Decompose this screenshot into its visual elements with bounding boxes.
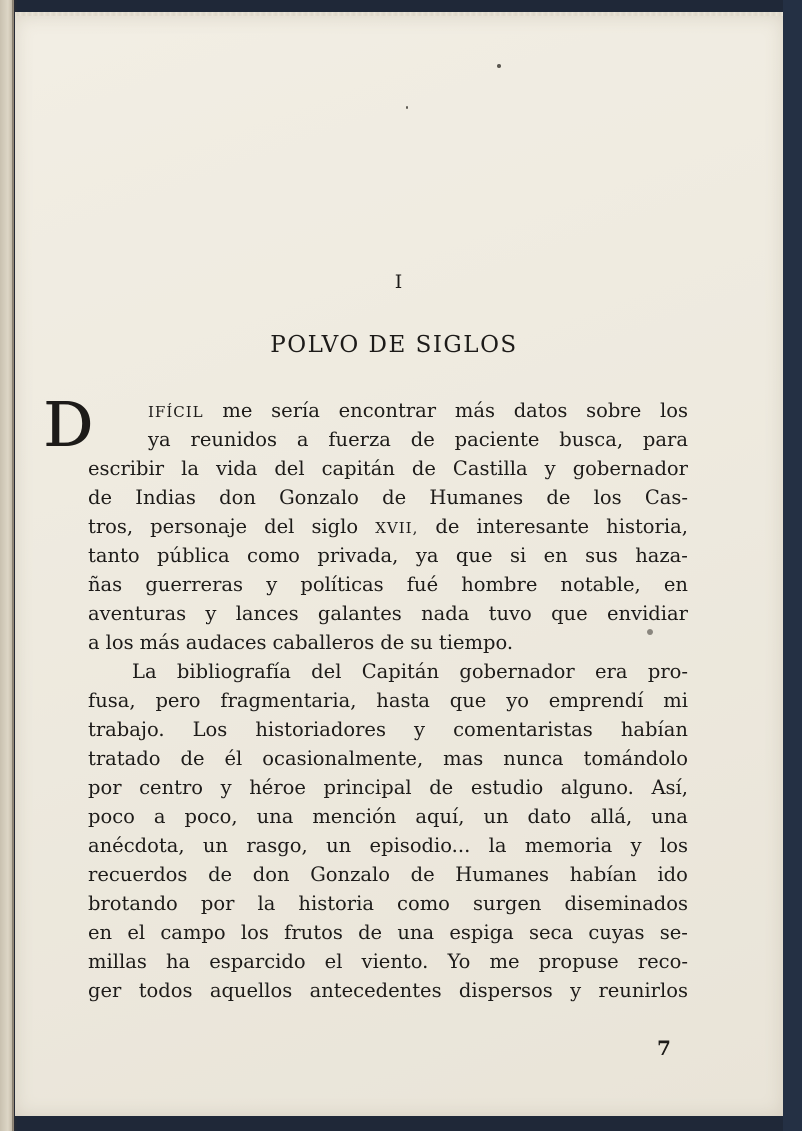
word: diseminados — [564, 892, 688, 915]
word: y — [205, 602, 217, 625]
word: los — [240, 921, 269, 944]
word: don — [219, 486, 256, 509]
word: habían — [569, 863, 637, 886]
word: Cas- — [644, 486, 688, 509]
word: un — [202, 834, 228, 857]
word: como — [397, 892, 450, 915]
text-line — [88, 628, 688, 657]
word: sería — [271, 399, 320, 422]
word: una — [397, 921, 435, 944]
word: fué — [406, 573, 439, 596]
word: de — [380, 631, 405, 654]
word: reunidos — [190, 428, 277, 451]
page-number: 7 — [657, 1036, 671, 1060]
word: de — [180, 747, 205, 770]
text-line — [88, 570, 688, 599]
word: anécdota, — [88, 834, 185, 857]
word: en — [88, 921, 113, 944]
word: fragmentaria, — [220, 689, 357, 712]
word: audaces — [185, 631, 267, 654]
chapter-title: POLVO DE SIGLOS — [270, 332, 518, 358]
word: principal — [323, 776, 412, 799]
word: pero — [155, 689, 201, 712]
word: tomándolo — [583, 747, 688, 770]
word: campo — [160, 921, 226, 944]
word: aquí, — [415, 805, 465, 828]
word: nunca — [503, 747, 564, 770]
word: alguno. — [560, 776, 634, 799]
word: mas — [443, 747, 484, 770]
word: tuvo — [488, 602, 532, 625]
word: y — [266, 573, 278, 596]
word: gobernador — [572, 457, 688, 480]
word: una — [256, 805, 294, 828]
word: ya — [415, 544, 439, 567]
word: para — [642, 428, 688, 451]
text-line — [88, 483, 688, 512]
word: y — [630, 834, 642, 857]
word: y — [544, 457, 556, 480]
word: todos — [138, 979, 193, 1002]
word: Gonzalo — [310, 863, 390, 886]
word: de — [435, 515, 460, 538]
word: fusa, — [88, 689, 136, 712]
word: mención — [312, 805, 397, 828]
text-line — [88, 831, 688, 860]
word: la — [488, 834, 507, 857]
word: un — [483, 805, 509, 828]
word: reco- — [637, 950, 688, 973]
word: me — [222, 399, 253, 422]
word: esparcido — [209, 950, 306, 973]
word: el — [127, 921, 146, 944]
word: de — [546, 486, 571, 509]
text-line — [88, 744, 688, 773]
word: una — [651, 805, 688, 828]
word: fuerza — [328, 428, 391, 451]
word: Humanes — [455, 863, 550, 886]
word: el — [324, 950, 343, 973]
word: y — [414, 718, 426, 741]
word: interesante — [476, 515, 590, 538]
word: pro- — [647, 660, 688, 683]
word: cuyas — [588, 921, 645, 944]
word: guerreras — [145, 573, 244, 596]
word: viento. — [361, 950, 429, 973]
text-line — [88, 918, 688, 947]
text-line — [88, 947, 688, 976]
body-text — [88, 396, 688, 1005]
word: ido — [657, 863, 688, 886]
word: Gonzalo — [279, 486, 359, 509]
word: centro — [139, 776, 204, 799]
word: galantes — [317, 602, 402, 625]
word: hombre — [461, 573, 538, 596]
drop-cap: D — [43, 388, 93, 461]
word: tiempo. — [438, 631, 514, 654]
word: del — [311, 660, 342, 683]
text-line — [88, 715, 688, 744]
word: poco — [88, 805, 135, 828]
word: ger — [88, 979, 122, 1002]
word: ñas — [88, 573, 123, 596]
word: los — [593, 486, 622, 509]
text-line — [88, 599, 688, 628]
word: brotando — [88, 892, 178, 915]
word: aventuras — [88, 602, 187, 625]
word: por — [88, 776, 122, 799]
text-line — [88, 976, 688, 1005]
word: me — [489, 950, 520, 973]
word: seca — [528, 921, 574, 944]
word: Castilla — [452, 457, 528, 480]
word: espiga — [449, 921, 514, 944]
text-line — [88, 773, 688, 802]
word: aquellos — [209, 979, 293, 1002]
word: nada — [421, 602, 470, 625]
word: bibliografía — [176, 660, 291, 683]
word: Humanes — [429, 486, 524, 509]
word: frutos — [284, 921, 343, 944]
word: de — [382, 486, 407, 509]
book-page — [15, 16, 783, 1116]
word: dato — [527, 805, 572, 828]
word: Yo — [447, 950, 471, 973]
text-line — [88, 686, 688, 715]
word: tanto — [88, 544, 140, 567]
word: como — [247, 544, 300, 567]
word: poco, — [184, 805, 238, 828]
text-line — [88, 425, 688, 454]
word: de — [411, 457, 436, 480]
word: privada, — [317, 544, 399, 567]
text-line — [88, 512, 688, 541]
word: escribir — [88, 457, 165, 480]
word: los — [660, 834, 688, 857]
word: vida — [215, 457, 258, 480]
word: ocasionalmente, — [262, 747, 424, 770]
text-line — [88, 396, 688, 425]
text-line — [88, 657, 688, 686]
word: la — [181, 457, 199, 480]
word: en — [663, 573, 688, 596]
word: don — [252, 863, 290, 886]
word: capitán — [321, 457, 395, 480]
word: ha — [165, 950, 191, 973]
word: y — [570, 979, 582, 1002]
word: allá, — [590, 805, 633, 828]
word: trabajo. — [88, 718, 165, 741]
word: y — [220, 776, 232, 799]
word: busca, — [559, 428, 624, 451]
word: datos — [513, 399, 568, 422]
word: de — [429, 776, 454, 799]
word: lances — [235, 602, 299, 625]
word: más — [454, 399, 495, 422]
word: comentaristas — [453, 718, 593, 741]
word: surgen — [473, 892, 542, 915]
word: envidiar — [606, 602, 688, 625]
word: haza- — [635, 544, 688, 567]
word: tros, — [88, 515, 134, 538]
word: paciente — [454, 428, 540, 451]
text-line — [88, 454, 688, 483]
word: por — [200, 892, 235, 915]
word: los — [105, 631, 134, 654]
word: siglo — [311, 515, 359, 538]
word: historia — [298, 892, 374, 915]
word: su — [410, 631, 433, 654]
paper-speck — [406, 106, 408, 109]
word: gobernador — [459, 660, 575, 683]
word: emprendí — [548, 689, 644, 712]
paper-speck — [647, 629, 653, 635]
word: historia, — [606, 515, 688, 538]
text-line — [88, 802, 688, 831]
word: la — [257, 892, 276, 915]
word: antecedentes — [309, 979, 442, 1002]
text-line — [88, 541, 688, 570]
word: Capitán — [361, 660, 440, 683]
word: de — [410, 428, 435, 451]
word: de — [358, 921, 383, 944]
word: un — [326, 834, 352, 857]
chapter-number: I — [394, 271, 404, 293]
word: sus — [585, 544, 618, 567]
word: millas — [88, 950, 147, 973]
word: a — [88, 631, 100, 654]
word: memoria — [524, 834, 613, 857]
word: sobre — [586, 399, 642, 422]
word: era — [595, 660, 628, 683]
word: reunirlos — [598, 979, 688, 1002]
word: encontrar — [338, 399, 437, 422]
word: personaje — [150, 515, 248, 538]
word: ya — [148, 428, 171, 451]
word: los — [660, 399, 688, 422]
word: del — [264, 515, 295, 538]
word: Indias — [135, 486, 196, 509]
word: más — [139, 631, 180, 654]
word: si — [509, 544, 527, 567]
word: XVII, — [375, 519, 419, 537]
word: recuerdos — [88, 863, 188, 886]
word: del — [274, 457, 305, 480]
word: héroe — [249, 776, 306, 799]
word: Así, — [651, 776, 688, 799]
word: propuse — [538, 950, 619, 973]
word: a — [153, 805, 166, 828]
word: políticas — [300, 573, 384, 596]
word: hasta — [376, 689, 430, 712]
word: estudio — [470, 776, 544, 799]
word: IFÍCIL — [148, 403, 204, 421]
word: se- — [659, 921, 688, 944]
word: de — [88, 486, 113, 509]
word: que — [449, 689, 487, 712]
word: caballeros — [272, 631, 375, 654]
word: episodio... — [369, 834, 471, 857]
word: yo — [506, 689, 529, 712]
word: a — [296, 428, 309, 451]
word: historiadores — [255, 718, 386, 741]
word: de — [410, 863, 435, 886]
word: Los — [192, 718, 228, 741]
word: de — [208, 863, 233, 886]
word: él — [224, 747, 243, 770]
background-table — [783, 0, 802, 1131]
word: tratado — [88, 747, 161, 770]
word: que — [551, 602, 588, 625]
word: dispersos — [458, 979, 553, 1002]
word: que — [455, 544, 493, 567]
paper-speck — [497, 64, 501, 68]
word: habían — [620, 718, 688, 741]
word: rasgo, — [246, 834, 308, 857]
word: notable, — [560, 573, 641, 596]
word: en — [543, 544, 568, 567]
word: mi — [663, 689, 688, 712]
text-line — [88, 889, 688, 918]
word: La — [132, 660, 157, 683]
word: pública — [157, 544, 230, 567]
text-line — [88, 860, 688, 889]
